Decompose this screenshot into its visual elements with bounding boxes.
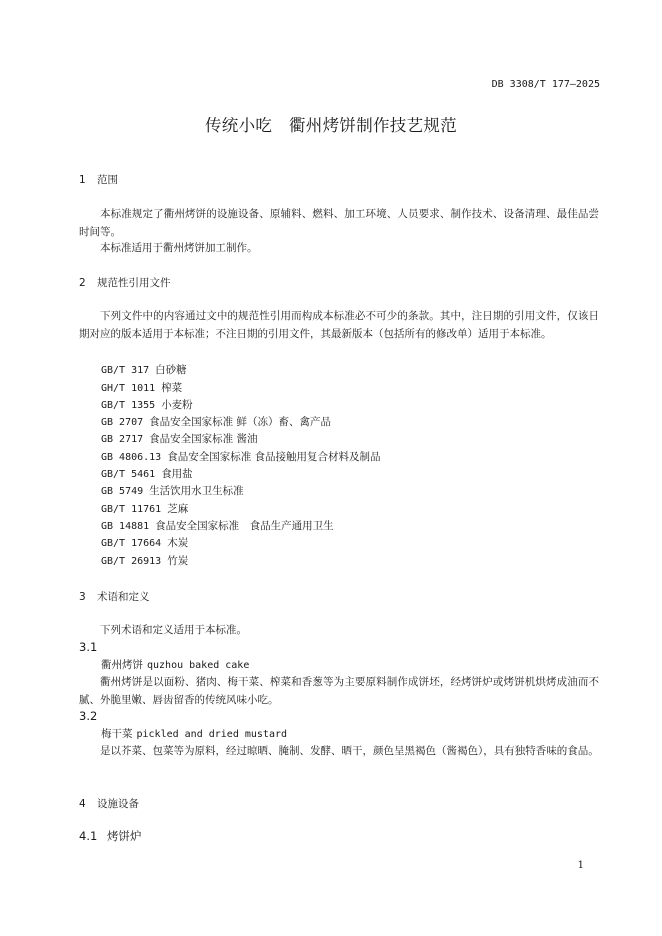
reference-item xyxy=(101,431,258,446)
reference-code: GB/T 17664 xyxy=(101,538,162,549)
section-title: 规范性引用文件 xyxy=(97,277,171,289)
reference-name: 食品安全国家标准 酱油 xyxy=(149,433,258,445)
reference-item xyxy=(101,414,331,429)
section-2-heading xyxy=(79,275,171,290)
reference-name: 食用盐 xyxy=(161,468,193,480)
section-3-heading xyxy=(79,589,150,604)
reference-code: GB 5749 xyxy=(101,486,144,497)
reference-item xyxy=(101,535,188,550)
document-title: 传统小吃 衢州烤饼制作技艺规范 xyxy=(205,116,457,135)
term-definition: 衢州烤饼是以面粉、猪肉、梅干菜、榨菜和香葱等为主要原料制作成饼坯，经烤饼炉或烤饼机烘烤成油而不腻、外脆里嫩、唇齿留香的传统风味小吃。 xyxy=(79,676,599,706)
section-title: 术语和定义 xyxy=(97,591,150,603)
section-1-heading xyxy=(79,172,118,187)
term-heading xyxy=(101,657,249,672)
reference-code: GB/T 317 xyxy=(101,365,150,376)
reference-code: GB 2717 xyxy=(101,434,144,445)
term-name: 梅干菜 xyxy=(101,728,133,740)
reference-name: 木炭 xyxy=(167,537,189,549)
reference-name: 竹炭 xyxy=(167,555,189,567)
reference-code: GB 4806.13 xyxy=(101,452,162,463)
subsection-number: 4.1 xyxy=(79,829,98,843)
reference-item xyxy=(101,397,193,412)
reference-item xyxy=(101,466,193,481)
term-name: 衢州烤饼 xyxy=(101,659,143,671)
reference-item xyxy=(101,501,188,516)
term-definition: 是以芥菜、包菜等为原料，经过晾晒、腌制、发酵、晒干，颜色呈黑褐色（酱褐色），具有独特香味的食品。 xyxy=(100,745,599,757)
section-1-para-2: 本标准适用于衢州烤饼加工制作。 xyxy=(100,242,258,254)
term-english: pickled and dried mustard xyxy=(136,729,288,740)
section-number: 2 xyxy=(79,277,86,289)
reference-name: 小麦粉 xyxy=(161,399,193,411)
reference-code: GB 2707 xyxy=(101,417,144,428)
reference-name: 食品安全国家标准 食品接触用复合材料及制品 xyxy=(167,451,381,463)
reference-name: 食品安全国家标准 鲜（冻）畜、禽产品 xyxy=(149,416,331,428)
subsection-title: 烤饼炉 xyxy=(107,829,142,843)
section-title: 范围 xyxy=(97,174,118,186)
section-number: 1 xyxy=(79,174,86,186)
reference-item xyxy=(101,449,381,464)
reference-code: GH/T 1011 xyxy=(101,383,156,394)
reference-name: 食品安全国家标准 食品生产通用卫生 xyxy=(155,520,334,532)
term-number: 3.2 xyxy=(79,709,98,723)
page-number: 1 xyxy=(577,860,584,871)
term-number: 3.1 xyxy=(79,640,98,654)
reference-code: GB/T 26913 xyxy=(101,556,162,567)
reference-code: GB 14881 xyxy=(101,521,150,532)
section-3-intro: 下列术语和定义适用于本标准。 xyxy=(100,624,247,636)
section-4-heading xyxy=(79,796,139,811)
reference-code: GB/T 5461 xyxy=(101,469,156,480)
reference-code: GB/T 11761 xyxy=(101,504,162,515)
reference-name: 芝麻 xyxy=(167,503,189,515)
reference-code: GB/T 1355 xyxy=(101,400,156,411)
reference-item xyxy=(101,380,182,395)
subsection-4-1-heading xyxy=(79,828,142,844)
reference-name: 生活饮用水卫生标准 xyxy=(149,485,244,497)
reference-item xyxy=(101,483,244,498)
section-title: 设施设备 xyxy=(97,798,139,810)
document-code: DB 3308/T 177—2025 xyxy=(491,79,600,90)
term-english: quzhou baked cake xyxy=(147,660,250,671)
section-1-para-1: 本标准规定了衢州烤饼的设施设备、原辅料、燃料、加工环境、人员要求、制作技术、设备清理、最佳品尝时间等。 xyxy=(79,208,599,238)
section-2-intro: 下列文件中的内容通过文中的规范性引用而构成本标准必不可少的条款。其中，注日期的引用文件，仅该日期对应的版本适用于本标准；不注日期的引用文件，其最新版本（包括所有的修改单）适用于本标准。 xyxy=(79,310,599,340)
reference-item xyxy=(101,518,334,533)
section-number: 4 xyxy=(79,798,86,810)
term-heading xyxy=(101,726,287,741)
reference-item xyxy=(101,553,188,568)
reference-name: 榨菜 xyxy=(161,382,183,394)
reference-name: 白砂糖 xyxy=(155,364,187,376)
section-number: 3 xyxy=(79,591,86,603)
reference-item xyxy=(101,362,187,377)
